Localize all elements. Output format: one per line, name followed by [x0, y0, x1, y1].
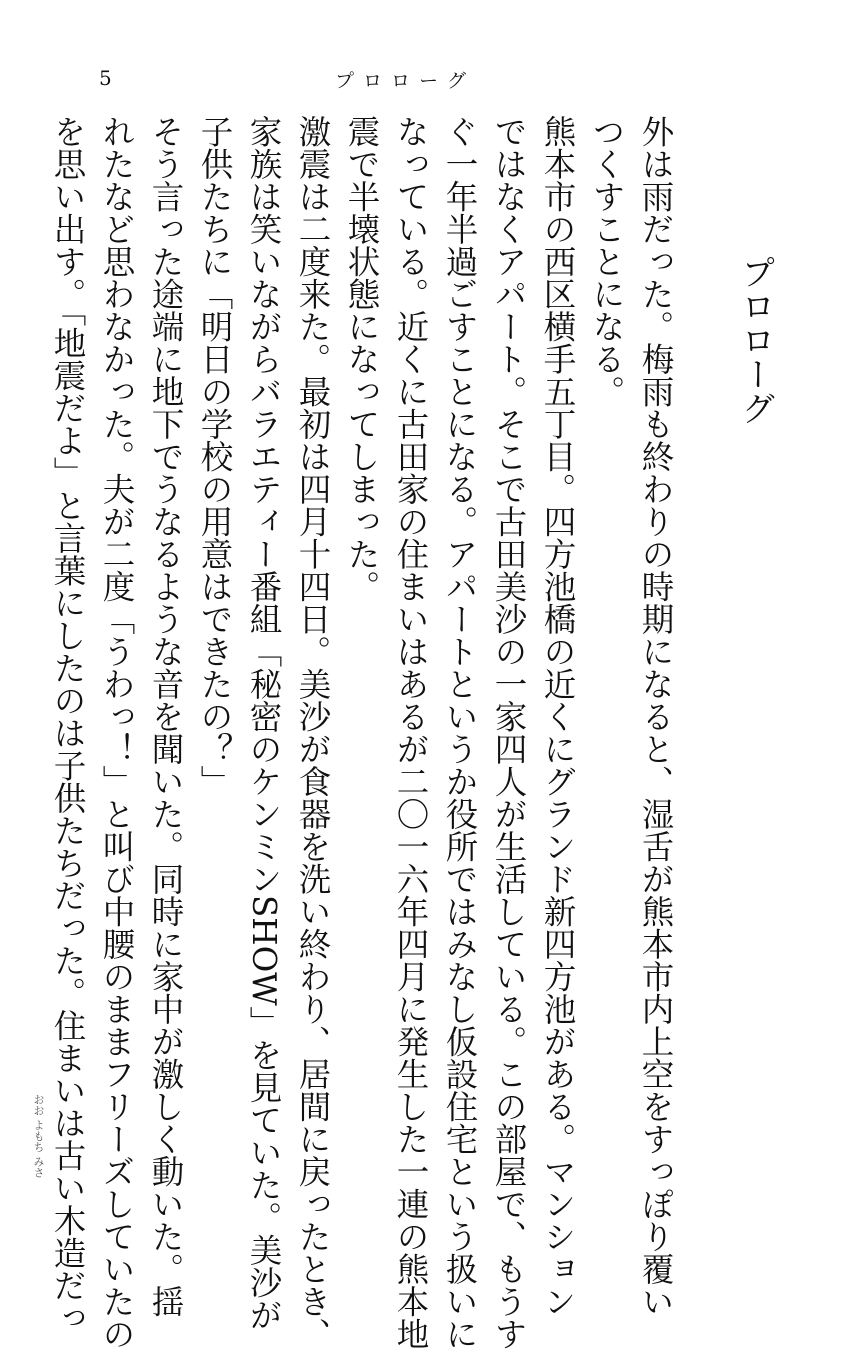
body-line: 外は雨だった。梅雨も終わりの時期になると、湿舌が熊本市内上空をすっぽり覆い [637, 115, 675, 1318]
body-line: なっている。近くに古田家の住まいはあるが二〇一六年四月に発生した一連の熊本地 [392, 115, 430, 1350]
page-number: 5 [99, 66, 112, 90]
running-header: プロローグ [335, 70, 476, 92]
text-body [43, 115, 779, 1350]
chapter-title: プロローグ [735, 255, 775, 425]
body-line: 子供たちに「明日の学校の用意はできたの？」 [196, 115, 234, 798]
body-line: 震で半壊状態になってしまった。 [343, 115, 381, 603]
body-line: 激震は二度来た。最初は四月十四日。美沙が食器を洗い終わり、居間に戻ったとき、 [294, 115, 332, 1350]
body-line: ではなくアパート。そこで古田美沙の一家四人が生活している。この部屋で、もうす [490, 115, 528, 1350]
body-line: 熊本市の西区横手五丁目。四方池橋の近くにグランド新四方池がある。マンション [539, 115, 577, 1318]
furigana-oo: おお [32, 1094, 45, 1116]
body-line: ぐ一年半過ごすことになる。アパートというか役所ではみなし仮設住宅という扱いに [441, 115, 479, 1350]
body-line: を思い出す。「地震だよ」と言葉にしたのは子供たちだった。住まいは古い木造だっ [49, 115, 87, 1334]
furigana-misa: みさ [32, 1156, 45, 1178]
furigana-yomochi: よもち [32, 1119, 45, 1153]
body-line: 家族は笑いながらバラエティー番組「秘密のケンミンSHOW」を見ていた。美沙が [245, 115, 283, 1331]
body-line: つくすことになる。 [588, 115, 626, 408]
body-line: れたなど思わなかった。夫が二度「うわっ！」と叫び中腰のままフリーズしていたの [98, 115, 136, 1350]
body-line: そう言った途端に地下でうなるような音を聞いた。同時に家中が激しく動いた。揺 [147, 115, 185, 1318]
